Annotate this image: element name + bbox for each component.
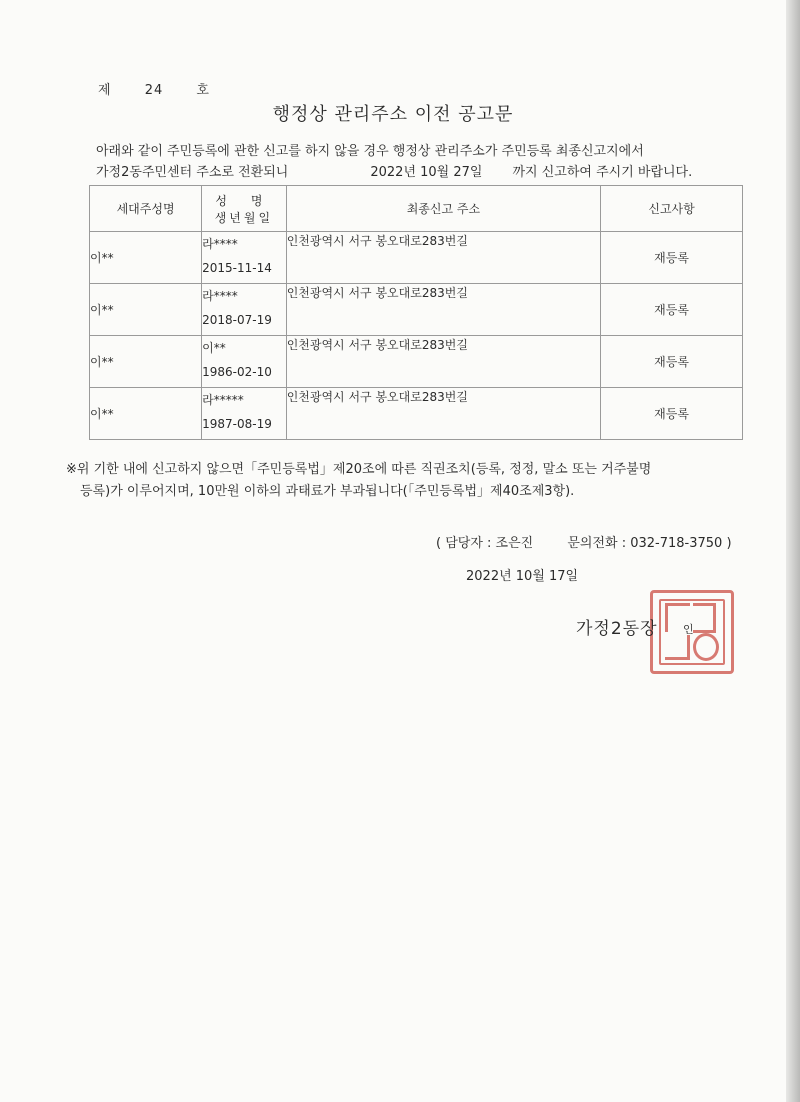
address-cell: 인천광역시 서구 봉오대로283번길 <box>286 388 600 440</box>
table-header-row <box>90 186 743 232</box>
report-cell: 재등록 <box>601 336 743 388</box>
issue-date: 2022년 10월 17일 <box>466 569 579 584</box>
intro-line-2 <box>96 161 756 180</box>
person-name: 이** <box>202 341 226 355</box>
page-edge-shadow <box>786 0 800 1102</box>
intro-line-1: 아래와 같이 주민등록에 관한 신고를 하지 않을 경우 행정상 관리주소가 주민등록 최종신고지에서 <box>96 144 644 159</box>
report-cell: 재등록 <box>601 232 743 284</box>
contact-info <box>436 532 732 551</box>
address-cell: 인천광역시 서구 봉오대로283번길 <box>286 336 600 388</box>
name-birth-cell <box>202 388 287 440</box>
table-row <box>90 232 743 284</box>
seal-glyph <box>693 633 719 661</box>
householder-cell: 이** <box>90 388 202 440</box>
birth-date: 1986-02-10 <box>202 365 272 379</box>
seal-glyph <box>665 635 690 660</box>
name-birth-cell <box>202 336 287 388</box>
name-birth-cell <box>202 232 287 284</box>
person-name: 라**** <box>202 237 238 251</box>
report-cell: 재등록 <box>601 388 743 440</box>
householder-cell: 이** <box>90 284 202 336</box>
birth-date: 2018-07-19 <box>202 313 272 327</box>
seal-mark: 인 <box>683 623 694 636</box>
intro-text-after: 까지 신고하여 주시기 바랍니다. <box>512 165 693 180</box>
contact-close-paren: ) <box>726 536 732 551</box>
birth-date: 1987-08-19 <box>202 417 272 431</box>
table-row <box>90 388 743 440</box>
contact-phone: 문의전화 : 032-718-3750 <box>567 536 723 551</box>
name-birth-cell <box>202 284 287 336</box>
header-name-birth <box>202 186 287 232</box>
contact-person: 담당자 : 조은진 <box>445 536 534 551</box>
address-cell: 인천광역시 서구 봉오대로283번길 <box>286 232 600 284</box>
header-name: 성 명 <box>215 193 273 208</box>
signer-title: 가정2동장 <box>576 619 658 639</box>
contact-open-paren: ( <box>436 536 442 551</box>
notice-table <box>89 185 743 440</box>
birth-date: 2015-11-14 <box>202 261 272 275</box>
seal-glyph <box>693 603 716 633</box>
intro-text-before: 가정2동주민센터 주소로 전환되니 <box>96 165 289 180</box>
header-address: 최종신고 주소 <box>286 186 600 232</box>
header-report: 신고사항 <box>601 186 743 232</box>
header-birth: 생년월일 <box>214 210 274 225</box>
document-number: 제 24 호 <box>98 83 210 98</box>
notice-line-2: 등록)가 이루어지며, 10만원 이하의 과태료가 부과됩니다(「주민등록법」제40조제3항). <box>80 484 575 499</box>
householder-cell: 이** <box>90 232 202 284</box>
header-householder: 세대주성명 <box>90 186 202 232</box>
person-name: 라***** <box>202 393 244 407</box>
address-cell: 인천광역시 서구 봉오대로283번길 <box>286 284 600 336</box>
table-row <box>90 336 743 388</box>
notice-line-1: ※위 기한 내에 신고하지 않으면「주민등록법」제20조에 따른 직권조치(등록, 정정, 말소 또는 거주불명 <box>66 462 652 477</box>
deadline-date: 2022년 10월 27일 <box>370 165 483 180</box>
page-title: 행정상 관리주소 이전 공고문 <box>272 104 514 125</box>
report-cell: 재등록 <box>601 284 743 336</box>
table-row <box>90 284 743 336</box>
person-name: 라**** <box>202 289 238 303</box>
householder-cell: 이** <box>90 336 202 388</box>
